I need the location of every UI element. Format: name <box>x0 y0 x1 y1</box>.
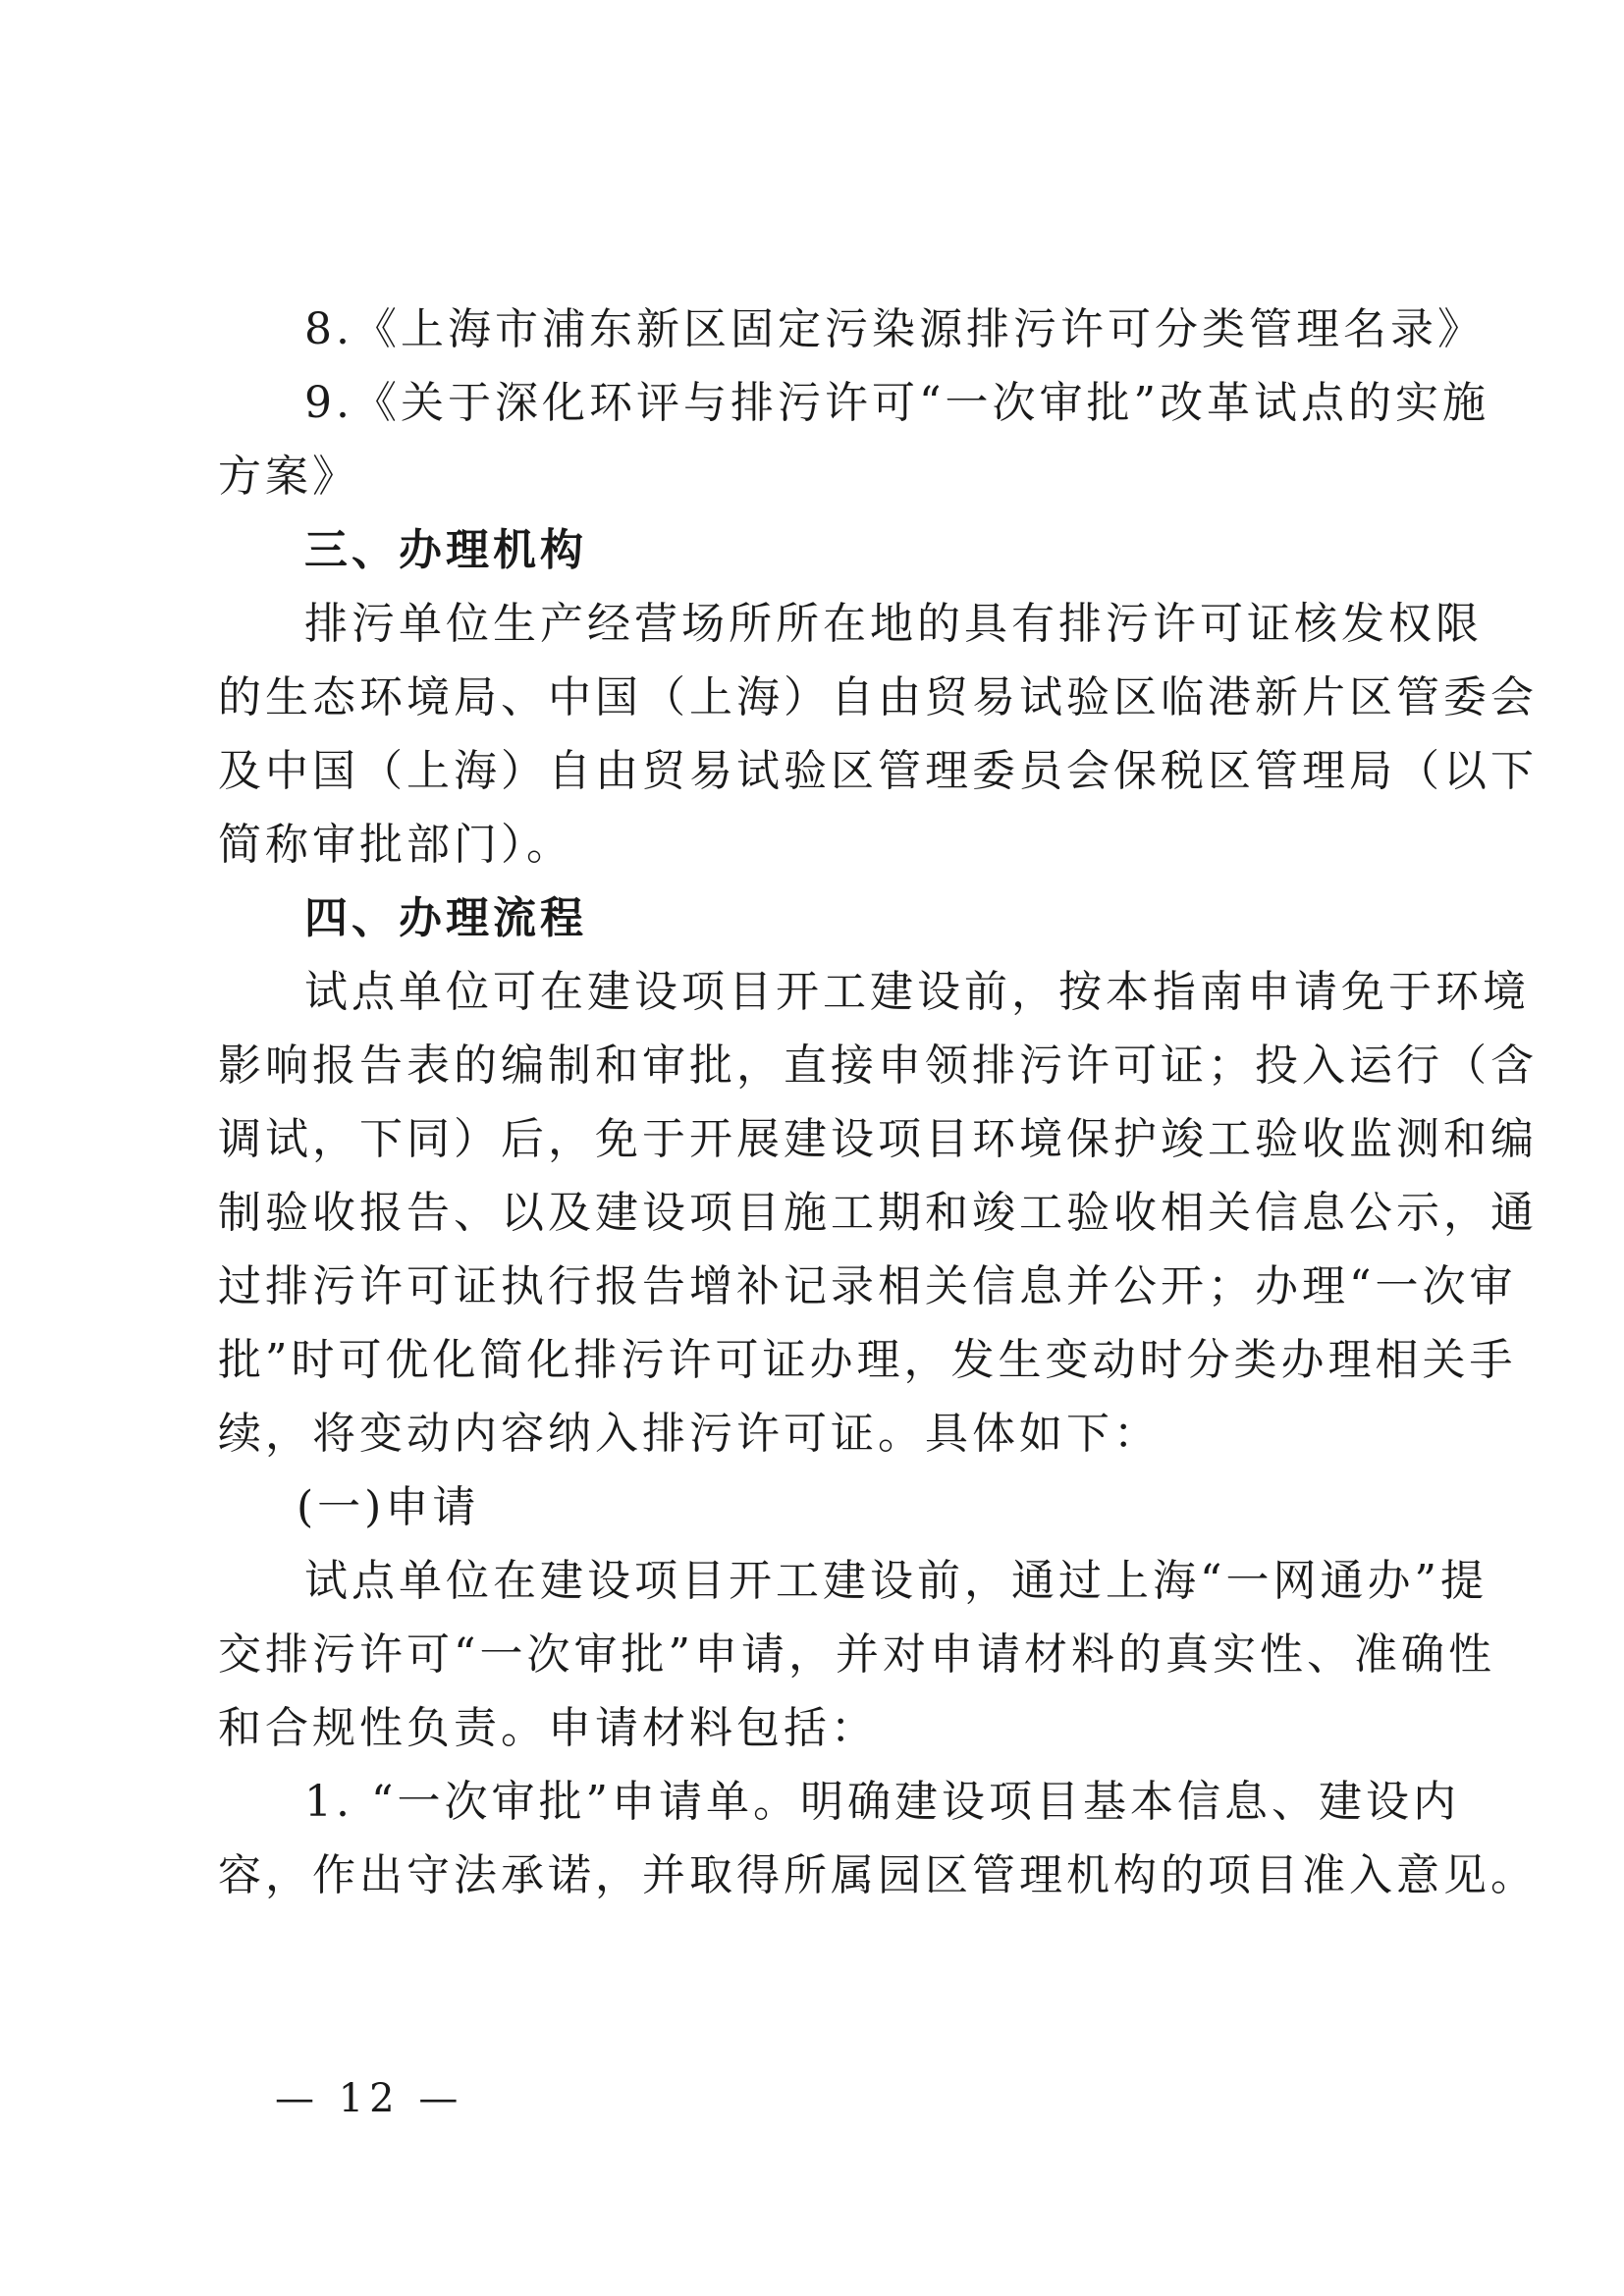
paragraph-line: 过排污许可证执行报告增补记录相关信息并公开；办理“一次审 <box>218 1261 1517 1311</box>
section-heading-3: 三、办理机构 <box>304 525 587 575</box>
paragraph-line: 的生态环境局、中国（上海）自由贸易试验区临港新片区管委会 <box>218 672 1538 722</box>
paragraph-line: 续，将变动内容纳入排污许可证。具体如下： <box>218 1409 1161 1459</box>
list-item-8: 8.《上海市浦东新区固定污染源排污许可分类管理名录》 <box>304 304 1485 354</box>
paragraph-line: 制验收报告、以及建设项目施工期和竣工验收相关信息公示，通 <box>218 1188 1538 1238</box>
paragraph-line: 简称审批部门）。 <box>218 820 573 870</box>
paragraph-line: 交排污许可“一次审批”申请，并对申请材料的真实性、准确性 <box>218 1629 1495 1680</box>
paragraph-line: 排污单位生产经营场所所在地的具有排污许可证核发权限 <box>304 599 1483 649</box>
page-number: — 12 — <box>275 2076 464 2121</box>
paragraph-line: 和合规性负责。申请材料包括： <box>218 1703 878 1753</box>
list-item-1-continuation: 容，作出守法承诺，并取得所属园区管理机构的项目准入意见。 <box>218 1850 1538 1900</box>
document-page <box>218 293 1538 1912</box>
subsection-heading-1: (一)申请 <box>297 1482 480 1532</box>
list-item-1: 1. “一次审批”申请单。明确建设项目基本信息、建设内 <box>304 1777 1460 1827</box>
paragraph-line: 批”时可优化简化排污许可证办理，发生变动时分类办理相关手 <box>218 1335 1517 1385</box>
paragraph-line: 试点单位可在建设项目开工建设前，按本指南申请免于环境 <box>304 967 1530 1017</box>
paragraph-line: 试点单位在建设项目开工建设前，通过上海“一网通办”提 <box>304 1556 1488 1606</box>
paragraph-line: 调试，下同）后，免于开展建设项目环境保护竣工验收监测和编 <box>218 1114 1538 1164</box>
list-item-9: 9.《关于深化环评与排污许可“一次审批”改革试点的实施 <box>304 378 1489 428</box>
paragraph-line: 及中国（上海）自由贸易试验区管理委员会保税区管理局（以下 <box>218 746 1538 796</box>
section-heading-4: 四、办理流程 <box>304 893 587 943</box>
paragraph-line: 影响报告表的编制和审批，直接申领排污许可证；投入运行（含 <box>218 1041 1538 1091</box>
list-item-9-continuation: 方案》 <box>218 452 359 502</box>
